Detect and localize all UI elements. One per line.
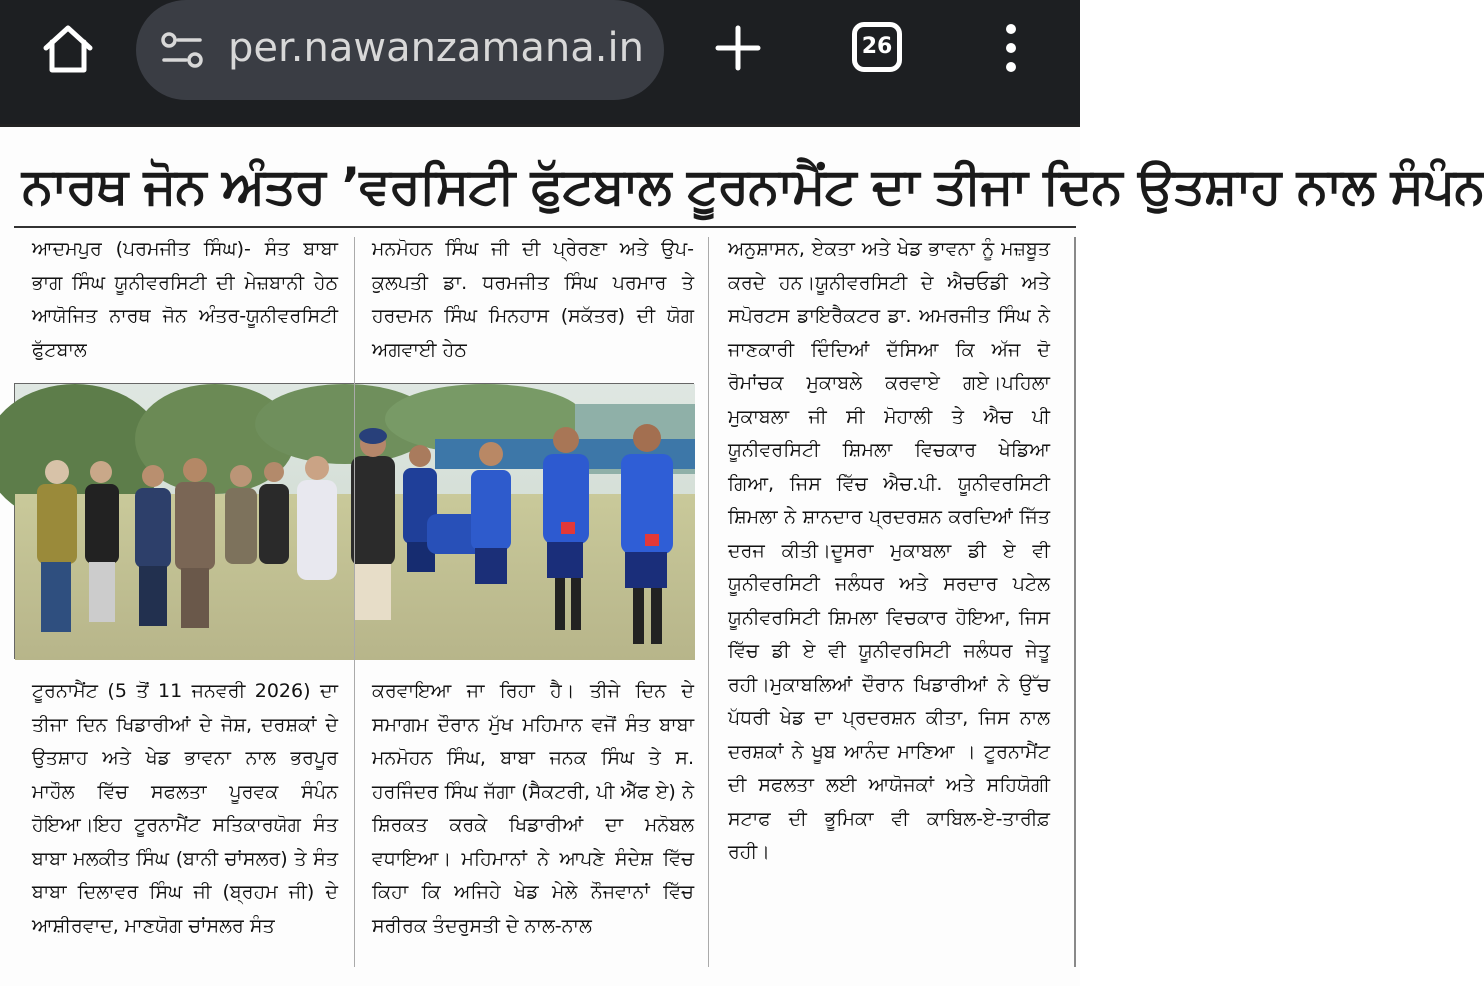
tune-icon [160,30,204,70]
article-column-2-top [372,233,694,373]
page-edge [1074,237,1076,967]
column-2-top-text: ਮਨਮੋਹਨ ਸਿੰਘ ਜੀ ਦੀ ਪ੍ਰੇਰਣਾ ਅਤੇ ਉਪ-ਕੁਲਪਤੀ ਡਾ. ਧਰਮਜੀਤ ਸਿੰਘ ਪਰਮਾਰ ਤੇ ਹਰਦਮਨ ਸਿੰਘ ਮਿਨਹਾਸ (ਸਕੱਤਰ) ਦੀ ਯੋਗ ਅਗਵਾਈ ਹੇਠ [372,238,694,361]
column-divider [708,237,709,967]
column-1-bottom-text: ਟੂਰਨਾਮੈਂਟ (5 ਤੋਂ 11 ਜਨਵਰੀ 2026) ਦਾ ਤੀਜਾ ਦਿਨ ਖਿਡਾਰੀਆਂ ਦੇ ਜੋਸ਼, ਦਰਸ਼ਕਾਂ ਦੇ ਉਤਸ਼ਾਹ ਅਤੇ ਖੇਡ ਭਾਵਨਾ ਨਾਲ ਭਰਪੂਰ ਮਾਹੌਲ ਵਿੱਚ ਸਫਲਤਾ ਪੂਰਵਕ ਸੰਪੰਨ ਹੋਇਆ।ਇਹ ਟੂਰਨਾਮੈਂਟ ਸਤਿਕਾਰਯੋਗ ਸੰਤ ਬਾਬਾ ਮਲਕੀਤ ਸਿੰਘ (ਬਾਨੀ ਚਾਂਸਲਰ) ਤੇ ਸੰਤ ਬਾਬਾ ਦਿਲਾਵਰ ਸਿੰਘ ਜੀ (ਬ੍ਰਹਮ ਜੀ) ਦੇ ਆਸ਼ੀਰਵਾਦ, ਮਾਣਯੋਗ ਚਾਂਸਲਰ ਸੰਤ [32,680,338,937]
home-button[interactable] [40,20,96,76]
article-column-2-bottom [372,675,694,975]
home-icon [40,20,96,76]
new-tab-button[interactable] [712,22,764,74]
article-column-3 [728,233,1050,973]
url-text[interactable]: per.nawanzamana.in [228,25,644,71]
more-vert-icon [996,20,1026,76]
article-headline: ਨਾਰਥ ਜੋਨ ਅੰਤਰ ’ਵਰਸਿਟੀ ਫੁੱਟਬਾਲ ਟੂਰਨਾਮੈਂਟ ਦਾ ਤੀਜਾ ਦਿਨ ਉਤਸ਼ਾਹ ਨਾਲ ਸੰਪੰਨ [22,157,1484,215]
column-2-bottom-text: ਕਰਵਾਇਆ ਜਾ ਰਿਹਾ ਹੈ। ਤੀਜੇ ਦਿਨ ਦੇ ਸਮਾਗਮ ਦੌਰਾਨ ਮੁੱਖ ਮਹਿਮਾਨ ਵਜੋਂ ਸੰਤ ਬਾਬਾ ਮਨਮੋਹਨ ਸਿੰਘ, ਬਾਬਾ ਜਨਕ ਸਿੰਘ ਤੇ ਸ. ਹਰਜਿੰਦਰ ਸਿੰਘ ਜੱਗਾ (ਸੈਕਟਰੀ, ਪੀ ਐੱਫ ਏ) ਨੇ ਸ਼ਿਰਕਤ ਕਰਕੇ ਖਿਡਾਰੀਆਂ ਦਾ ਮਨੋਬਲ ਵਧਾਇਆ। ਮਹਿਮਾਨਾਂ ਨੇ ਆਪਣੇ ਸੰਦੇਸ਼ ਵਿੱਚ ਕਿਹਾ ਕਿ ਅਜਿਹੇ ਖੇਡ ਮੇਲੇ ਨੌਜਵਾਨਾਂ ਵਿੱਚ ਸਰੀਰਕ ਤੰਦਰੁਸਤੀ ਦੇ ਨਾਲ-ਨਾਲ [372,680,694,937]
column-3-text: ਅਨੁਸ਼ਾਸਨ, ਏਕਤਾ ਅਤੇ ਖੇਡ ਭਾਵਨਾ ਨੂੰ ਮਜ਼ਬੂਤ ਕਰਦੇ ਹਨ।ਯੂਨੀਵਰਸਿਟੀ ਦੇ ਐਚਓਡੀ ਅਤੇ ਸਪੋਰਟਸ ਡਾਇਰੈਕਟਰ ਡਾ. ਅਮਰਜੀਤ ਸਿੰਘ ਨੇ ਜਾਣਕਾਰੀ ਦਿੰਦਿਆਂ ਦੱਸਿਆ ਕਿ ਅੱਜ ਦੋ ਰੋਮਾਂਚਕ ਮੁਕਾਬਲੇ ਕਰਵਾਏ ਗਏ।ਪਹਿਲਾ ਮੁਕਾਬਲਾ ਜੀ ਸੀ ਮੋਹਾਲੀ ਤੇ ਐਚ ਪੀ ਯੂਨੀਵਰਸਿਟੀ ਸ਼ਿਮਲਾ ਵਿਚਕਾਰ ਖੇਡਿਆ ਗਿਆ, ਜਿਸ ਵਿੱਚ ਐਚ.ਪੀ. ਯੂਨੀਵਰਸਿਟੀ ਸ਼ਿਮਲਾ ਨੇ ਸ਼ਾਨਦਾਰ ਪ੍ਰਦਰਸ਼ਨ ਕਰਦਿਆਂ ਜਿੱਤ ਦਰਜ ਕੀਤੀ।ਦੂਸਰਾ ਮੁਕਾਬਲਾ ਡੀ ਏ ਵੀ ਯੂਨੀਵਰਸਿਟੀ ਜਲੰਧਰ ਅਤੇ ਸਰਦਾਰ ਪਟੇਲ ਯੂਨੀਵਰਸਿਟੀ ਸ਼ਿਮਲਾ ਵਿਚਕਾਰ ਹੋਇਆ, ਜਿਸ ਵਿੱਚ ਡੀ ਏ ਵੀ ਯੂਨੀਵਰਸਿਟੀ ਜਲੰਧਰ ਜੇਤੂ ਰਹੀ।ਮੁਕਾਬਲਿਆਂ ਦੌਰਾਨ ਖਿਡਾਰੀਆਂ ਨੇ ਉੱਚ ਪੱਧਰੀ ਖੇਡ ਦਾ ਪ੍ਰਦਰਸ਼ਨ ਕੀਤਾ, ਜਿਸ ਨਾਲ ਦਰਸ਼ਕਾਂ ਨੇ ਖੂਬ ਆਨੰਦ ਮਾਣਿਆ । ਟੂਰਨਾਮੈਂਟ ਦੀ ਸਫਲਤਾ ਲਈ ਆਯੋਜਕਾਂ ਅਤੇ ਸਹਿਯੋਗੀ ਸਟਾਫ ਦੀ ਭੂਮਿਕਾ ਵੀ ਕਾਬਿਲ-ਏ-ਤਾਰੀਫ਼ ਰਹੀ। [728,238,1050,863]
more-menu-button[interactable] [996,20,1026,76]
address-bar[interactable] [136,0,664,100]
browser-toolbar [0,0,1080,124]
tab-switcher-button[interactable] [852,22,902,72]
site-info-button[interactable] [160,30,204,70]
column-1-top-text: ਆਦਮਪੁਰ (ਪਰਮਜੀਤ ਸਿੰਘ)- ਸੰਤ ਬਾਬਾ ਭਾਗ ਸਿੰਘ ਯੂਨੀਵਰਸਿਟੀ ਦੀ ਮੇਜ਼ਬਾਨੀ ਹੇਠ ਆਯੋਜਿਤ ਨਾਰਥ ਜੋਨ ਅੰਤਰ-ਯੂਨੀਵਰਸਿਟੀ ਫੁੱਟਬਾਲ [32,238,338,361]
tab-count: 26 [861,34,893,59]
article-column-1-top [32,233,338,373]
plus-icon [712,22,764,74]
article-column-1-bottom [32,675,338,975]
column-divider [354,237,355,967]
headline-rule [14,226,1076,228]
newspaper-page [0,124,1484,986]
